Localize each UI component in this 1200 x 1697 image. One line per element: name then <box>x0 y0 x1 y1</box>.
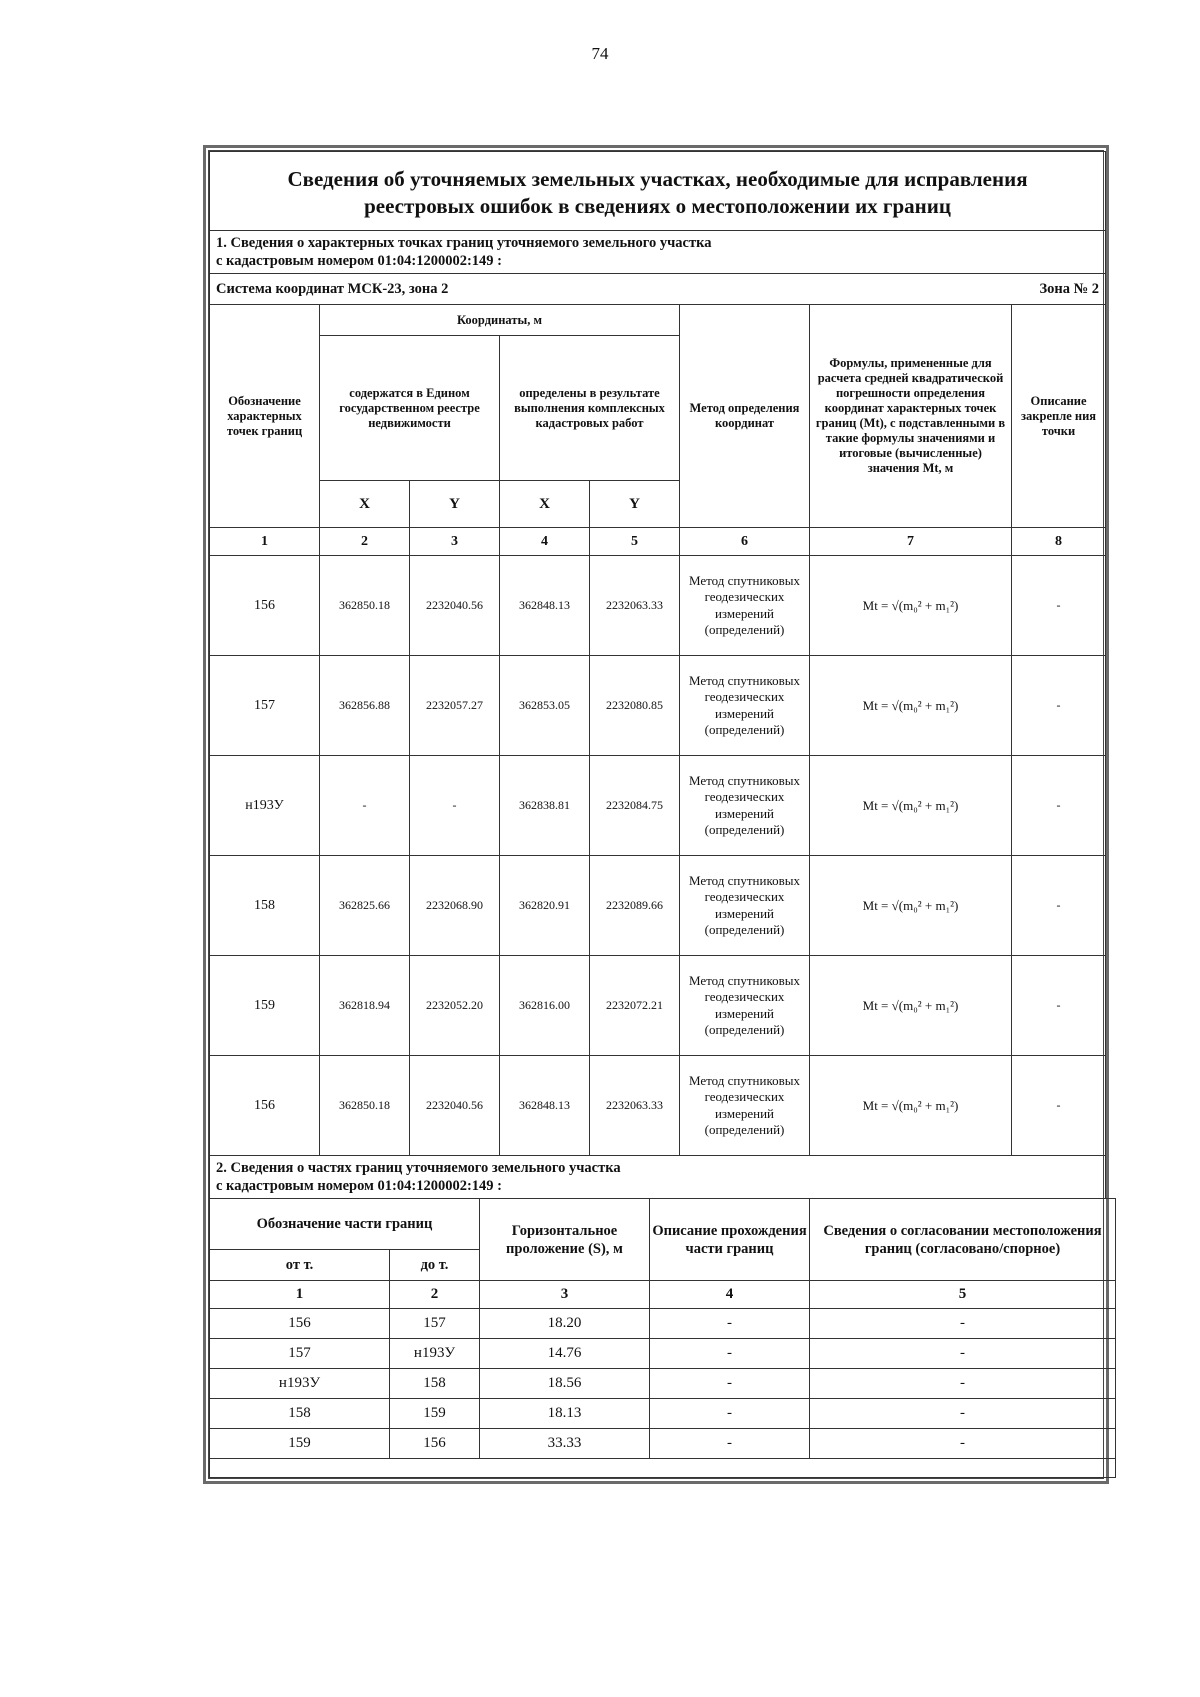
x-determined: 362820.91 <box>500 856 590 956</box>
document-title <box>210 152 1106 231</box>
fixing-cell: - <box>1012 1056 1106 1156</box>
passage-description: - <box>650 1309 810 1339</box>
passage-description: - <box>650 1369 810 1399</box>
from-point: 156 <box>210 1309 390 1339</box>
empty-row <box>210 1459 1116 1478</box>
formula-cell: Mt = √(m₀² + m₁²) <box>810 756 1012 856</box>
header-method: Метод определения координат <box>680 305 810 528</box>
header-horizontal-distance: Горизонтальное проложение (S), м <box>480 1199 650 1281</box>
passage-description: - <box>650 1339 810 1369</box>
method-cell: Метод спутниковых геодезических измерений (определений) <box>680 1056 810 1156</box>
y-registry: - <box>410 756 500 856</box>
x-determined: 362838.81 <box>500 756 590 856</box>
header-formulas: Формулы, примененные для расчета средней квадратической погрешности определения координат характерных точек границ (Mt), с подставленными в такие формулы значениями и итоговые (вычисленные) значения Mt, м <box>810 305 1012 528</box>
column-number: 3 <box>480 1281 650 1309</box>
section1-heading-line-2: с кадастровым номером 01:04:1200002:149 : <box>216 253 502 269</box>
header-determined-by-works: определены в результате выполнения комплексных кадастровых работ <box>500 336 680 481</box>
to-point: 159 <box>390 1399 480 1429</box>
agreement-status: - <box>810 1429 1116 1459</box>
header-x-registry: X <box>320 481 410 528</box>
table-row <box>210 556 1106 656</box>
header-from: от т. <box>210 1250 390 1281</box>
point-designation: 156 <box>210 556 320 656</box>
horizontal-distance: 18.13 <box>480 1399 650 1429</box>
method-cell: Метод спутниковых геодезических измерений (определений) <box>680 756 810 856</box>
horizontal-distance: 33.33 <box>480 1429 650 1459</box>
y-registry: 2232052.20 <box>410 956 500 1056</box>
method-cell: Метод спутниковых геодезических измерений (определений) <box>680 656 810 756</box>
agreement-status: - <box>810 1309 1116 1339</box>
column-number: 1 <box>210 1281 390 1309</box>
table-row <box>210 1429 1116 1459</box>
fixing-cell: - <box>1012 956 1106 1056</box>
column-number: 7 <box>810 528 1012 556</box>
to-point: 157 <box>390 1309 480 1339</box>
boundary-parts-table <box>209 1198 1116 1478</box>
to-point: н193У <box>390 1339 480 1369</box>
table-row <box>210 1369 1116 1399</box>
header-y-determined: Y <box>590 481 680 528</box>
point-designation: 159 <box>210 956 320 1056</box>
x-registry: - <box>320 756 410 856</box>
header-y-registry: Y <box>410 481 500 528</box>
column-number: 5 <box>810 1281 1116 1309</box>
section2-heading <box>210 1156 1106 1199</box>
to-point: 158 <box>390 1369 480 1399</box>
agreement-status: - <box>810 1399 1116 1429</box>
column-number: 4 <box>500 528 590 556</box>
header-contained-in-registry: содержатся в Едином государственном реестре недвижимости <box>320 336 500 481</box>
point-designation: 158 <box>210 856 320 956</box>
title-line-2: реестровых ошибок в сведениях о местоположении их границ <box>364 194 951 218</box>
y-registry: 2232040.56 <box>410 556 500 656</box>
y-registry: 2232057.27 <box>410 656 500 756</box>
passage-description: - <box>650 1429 810 1459</box>
zone-label: Зона № 2 <box>810 274 1106 305</box>
fixing-cell: - <box>1012 656 1106 756</box>
document-frame <box>203 145 1109 1484</box>
agreement-status: - <box>810 1339 1116 1369</box>
y-determined: 2232072.21 <box>590 956 680 1056</box>
header-passage-description: Описание прохождения части границ <box>650 1199 810 1281</box>
agreement-status: - <box>810 1369 1116 1399</box>
section2-heading-line-1: 2. Сведения о частях границ уточняемого земельного участка <box>216 1160 621 1176</box>
y-determined: 2232063.33 <box>590 1056 680 1156</box>
column-number: 3 <box>410 528 500 556</box>
method-cell: Метод спутниковых геодезических измерений (определений) <box>680 556 810 656</box>
section1-heading <box>210 231 1106 274</box>
title-line-1: Сведения об уточняемых земельных участках, необходимые для исправления <box>287 167 1028 191</box>
table-row <box>210 956 1106 1056</box>
formula-cell: Mt = √(m₀² + m₁²) <box>810 956 1012 1056</box>
x-registry: 362850.18 <box>320 556 410 656</box>
formula-cell: Mt = √(m₀² + m₁²) <box>810 556 1012 656</box>
section2-heading-line-2: с кадастровым номером 01:04:1200002:149 : <box>216 1178 502 1194</box>
x-determined: 362816.00 <box>500 956 590 1056</box>
y-determined: 2232089.66 <box>590 856 680 956</box>
table-row <box>210 1399 1116 1429</box>
from-point: 159 <box>210 1429 390 1459</box>
table-row <box>210 856 1106 956</box>
table-row <box>210 1309 1116 1339</box>
y-determined: 2232063.33 <box>590 556 680 656</box>
header-x-determined: X <box>500 481 590 528</box>
coordinate-system: Система координат МСК-23, зона 2 <box>210 274 810 305</box>
y-registry: 2232068.90 <box>410 856 500 956</box>
table-row <box>210 756 1106 856</box>
x-determined: 362848.13 <box>500 1056 590 1156</box>
horizontal-distance: 18.56 <box>480 1369 650 1399</box>
x-determined: 362853.05 <box>500 656 590 756</box>
document-frame-inner <box>208 150 1104 1479</box>
page-number: 74 <box>591 44 609 63</box>
y-determined: 2232084.75 <box>590 756 680 856</box>
fixing-cell: - <box>1012 556 1106 656</box>
from-point: 157 <box>210 1339 390 1369</box>
table-row <box>210 656 1106 756</box>
header-agreement: Сведения о согласовании местоположения границ (согласовано/спорное) <box>810 1199 1116 1281</box>
column-numbers-row <box>210 528 1106 556</box>
point-designation: 157 <box>210 656 320 756</box>
x-registry: 362856.88 <box>320 656 410 756</box>
fixing-cell: - <box>1012 856 1106 956</box>
horizontal-distance: 14.76 <box>480 1339 650 1369</box>
passage-description: - <box>650 1399 810 1429</box>
column-numbers-row <box>210 1281 1116 1309</box>
from-point: н193У <box>210 1369 390 1399</box>
empty-cell <box>210 1459 1116 1478</box>
point-designation: н193У <box>210 756 320 856</box>
header-coordinates: Координаты, м <box>320 305 680 336</box>
column-number: 6 <box>680 528 810 556</box>
formula-cell: Mt = √(m₀² + m₁²) <box>810 656 1012 756</box>
header-to: до т. <box>390 1250 480 1281</box>
header-part-designation: Обозначение части границ <box>210 1199 480 1250</box>
header-point-designation: Обозначение характерных точек границ <box>210 305 320 528</box>
formula-cell: Mt = √(m₀² + m₁²) <box>810 856 1012 956</box>
table-row <box>210 1056 1106 1156</box>
column-number: 2 <box>320 528 410 556</box>
point-designation: 156 <box>210 1056 320 1156</box>
horizontal-distance: 18.20 <box>480 1309 650 1339</box>
y-determined: 2232080.85 <box>590 656 680 756</box>
points-table <box>209 151 1106 1198</box>
table-row <box>210 1339 1116 1369</box>
x-determined: 362848.13 <box>500 556 590 656</box>
column-number: 4 <box>650 1281 810 1309</box>
column-number: 8 <box>1012 528 1106 556</box>
y-registry: 2232040.56 <box>410 1056 500 1156</box>
method-cell: Метод спутниковых геодезических измерений (определений) <box>680 956 810 1056</box>
column-number: 2 <box>390 1281 480 1309</box>
x-registry: 362850.18 <box>320 1056 410 1156</box>
column-number: 1 <box>210 528 320 556</box>
from-point: 158 <box>210 1399 390 1429</box>
x-registry: 362818.94 <box>320 956 410 1056</box>
method-cell: Метод спутниковых геодезических измерений (определений) <box>680 856 810 956</box>
formula-cell: Mt = √(m₀² + m₁²) <box>810 1056 1012 1156</box>
x-registry: 362825.66 <box>320 856 410 956</box>
header-fixing-description: Описание закрепле ния точки <box>1012 305 1106 528</box>
column-number: 5 <box>590 528 680 556</box>
to-point: 156 <box>390 1429 480 1459</box>
section1-heading-line-1: 1. Сведения о характерных точках границ уточняемого земельного участка <box>216 235 712 251</box>
fixing-cell: - <box>1012 756 1106 856</box>
